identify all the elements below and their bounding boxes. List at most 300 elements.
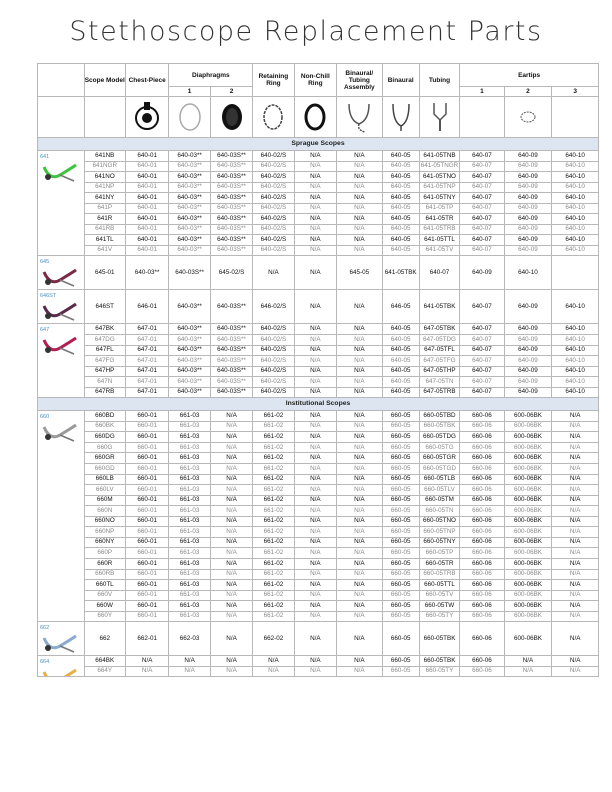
cell-scope-model: 660R: [84, 558, 125, 569]
table-row: [38, 590, 599, 601]
cell-eartip-3: 640-10: [552, 235, 599, 246]
cell-retaining-ring: 661-02: [253, 558, 294, 569]
table-row: [38, 193, 599, 204]
cell-binaural-tubing: N/A: [337, 193, 383, 204]
cell-diaphragm-2: 640-03S**: [210, 387, 252, 398]
cell-tubing: 660-05TN: [419, 506, 459, 517]
cell-tubing: 660-05TG: [419, 442, 459, 453]
cell-retaining-ring: 661-02: [253, 411, 294, 422]
cell-binaural-tubing: N/A: [337, 666, 383, 677]
cell-binaural-tubing: N/A: [337, 537, 383, 548]
table-row: [38, 442, 599, 453]
cell-chest-piece: 660-01: [125, 516, 168, 527]
cell-diaphragm-1: 661-03: [169, 527, 210, 538]
cell-diaphragm-1: 640-03**: [169, 324, 210, 335]
cell-eartip-3: 640-10: [552, 151, 599, 162]
header-diaphragm-2: 2: [210, 87, 252, 97]
table-row: [38, 506, 599, 517]
header-chest-piece: Chest-Piece: [125, 64, 168, 97]
table-row: [38, 411, 599, 422]
cell-eartip-3: [552, 256, 599, 290]
cell-tubing: 660-05TBK: [419, 421, 459, 432]
cell-binaural: 660-05: [382, 656, 419, 667]
cell-chest-piece: 647-01: [125, 377, 168, 388]
cell-scope-model: 660NY: [84, 537, 125, 548]
cell-chest-piece: 647-01: [125, 324, 168, 335]
cell-binaural-tubing: N/A: [337, 548, 383, 559]
cell-scope-model: 660W: [84, 601, 125, 612]
cell-non-chill-ring: N/A: [294, 453, 336, 464]
cell-eartip-2: 640-09: [504, 366, 552, 377]
cell-chest-piece: 640-01: [125, 161, 168, 172]
table-row: [38, 558, 599, 569]
cell-retaining-ring: N/A: [253, 666, 294, 677]
cell-non-chill-ring: N/A: [294, 580, 336, 591]
cell-diaphragm-1: N/A: [169, 666, 210, 677]
table-row: [38, 256, 599, 290]
cell-eartip-2: 640-09: [504, 224, 552, 235]
cell-tubing: 660-05TY: [419, 666, 459, 677]
cell-tubing: 660-05TBD: [419, 411, 459, 422]
cell-diaphragm-1: 640-03**: [169, 203, 210, 214]
cell-scope-model: 647FL: [84, 345, 125, 356]
cell-eartip-3: N/A: [552, 656, 599, 667]
cell-eartip-3: N/A: [552, 464, 599, 475]
header-eartips: Eartips: [460, 64, 599, 87]
icon-blank: [38, 97, 85, 138]
cell-diaphragm-2: 640-03S**: [210, 377, 252, 388]
cell-binaural: 640-05: [382, 182, 419, 193]
diaphragm-icon: [210, 97, 252, 138]
eartip-icon: [504, 97, 552, 138]
cell-retaining-ring: 661-02: [253, 464, 294, 475]
cell-eartip-2: 640-09: [504, 151, 552, 162]
cell-scope-model: 660RB: [84, 569, 125, 580]
cell-eartip-1: 660-06: [460, 666, 505, 677]
cell-eartip-1: 660-06: [460, 411, 505, 422]
cell-binaural: 640-05: [382, 366, 419, 377]
cell-eartip-3: N/A: [552, 474, 599, 485]
cell-binaural-tubing: N/A: [337, 527, 383, 538]
cell-diaphragm-2: N/A: [210, 516, 252, 527]
cell-diaphragm-2: N/A: [210, 656, 252, 667]
cell-eartip-1: 640-09: [460, 256, 505, 290]
cell-eartip-1: 660-06: [460, 548, 505, 559]
cell-eartip-2: 640-10: [504, 256, 552, 290]
non-chill-ring-icon: [294, 97, 336, 138]
table-row: [38, 366, 599, 377]
cell-eartip-2: 600-06BK: [504, 442, 552, 453]
header-binaural-tubing: Binaural/ Tubing Assembly: [337, 64, 383, 97]
cell-binaural: 640-05: [382, 161, 419, 172]
cell-chest-piece: 660-01: [125, 453, 168, 464]
cell-tubing: 641-05TRB: [419, 224, 459, 235]
cell-eartip-2: 600-06BK: [504, 485, 552, 496]
cell-binaural-tubing: 645-05: [337, 256, 383, 290]
cell-binaural: 640-05: [382, 387, 419, 398]
cell-scope-model: 660Y: [84, 611, 125, 622]
cell-eartip-2: 600-06BK: [504, 506, 552, 517]
cell-scope-model: 660DG: [84, 432, 125, 443]
cell-diaphragm-2: 640-03S**: [210, 172, 252, 183]
cell-scope-model: 641NO: [84, 172, 125, 183]
cell-binaural-tubing: N/A: [337, 656, 383, 667]
cell-eartip-1: 660-06: [460, 580, 505, 591]
cell-diaphragm-2: N/A: [210, 421, 252, 432]
header-eartip-3: 3: [552, 87, 599, 97]
cell-tubing: 641-05TNB: [419, 151, 459, 162]
scope-image-label: 647: [40, 327, 50, 334]
cell-retaining-ring: 661-02: [253, 601, 294, 612]
cell-scope-model: 660V: [84, 590, 125, 601]
cell-eartip-1: 640-07: [460, 203, 505, 214]
cell-eartip-1: 660-06: [460, 516, 505, 527]
cell-retaining-ring: 640-02/S: [253, 151, 294, 162]
cell-binaural: 660-05: [382, 442, 419, 453]
cell-diaphragm-1: 640-03**: [169, 172, 210, 183]
cell-retaining-ring: 662-02: [253, 622, 294, 656]
cell-diaphragm-1: 640-03**: [169, 245, 210, 256]
cell-retaining-ring: 640-02/S: [253, 335, 294, 346]
cell-diaphragm-2: N/A: [210, 622, 252, 656]
cell-binaural: 660-05: [382, 485, 419, 496]
cell-retaining-ring: 640-02/S: [253, 161, 294, 172]
cell-eartip-1: 640-07: [460, 182, 505, 193]
cell-tubing: 660-05TR: [419, 558, 459, 569]
cell-scope-model: 660LB: [84, 474, 125, 485]
cell-eartip-3: 640-10: [552, 387, 599, 398]
cell-eartip-1: 660-06: [460, 495, 505, 506]
scope-image-label: 646ST: [40, 293, 57, 300]
cell-eartip-1: 640-07: [460, 193, 505, 204]
cell-chest-piece: 660-01: [125, 485, 168, 496]
cell-chest-piece: 640-01: [125, 245, 168, 256]
cell-non-chill-ring: N/A: [294, 548, 336, 559]
cell-tubing: 660-05TBK: [419, 656, 459, 667]
scope-image-cell: [38, 656, 85, 677]
table-row: [38, 656, 599, 667]
cell-scope-model: 660M: [84, 495, 125, 506]
cell-retaining-ring: N/A: [253, 256, 294, 290]
cell-binaural-tubing: N/A: [337, 442, 383, 453]
icon-blank: [552, 97, 599, 138]
cell-scope-model: 660P: [84, 548, 125, 559]
cell-eartip-2: 640-09: [504, 324, 552, 335]
cell-binaural: 660-05: [382, 421, 419, 432]
cell-binaural: 660-05: [382, 474, 419, 485]
cell-retaining-ring: 640-02/S: [253, 224, 294, 235]
cell-eartip-2: 600-06BK: [504, 453, 552, 464]
table-row: [38, 377, 599, 388]
cell-eartip-1: 640-07: [460, 235, 505, 246]
cell-eartip-3: 640-10: [552, 366, 599, 377]
header-eartip-2: 2: [504, 87, 552, 97]
cell-eartip-1: 640-07: [460, 377, 505, 388]
cell-scope-model: 660NP: [84, 527, 125, 538]
cell-eartip-3: 640-10: [552, 203, 599, 214]
cell-chest-piece: 640-01: [125, 224, 168, 235]
cell-eartip-1: 660-06: [460, 569, 505, 580]
cell-eartip-1: 660-06: [460, 622, 505, 656]
cell-binaural: 640-05: [382, 356, 419, 367]
cell-scope-model: 647BK: [84, 324, 125, 335]
icon-blank: [84, 97, 125, 138]
cell-scope-model: 660GR: [84, 453, 125, 464]
cell-binaural-tubing: N/A: [337, 387, 383, 398]
cell-eartip-2: 600-06BK: [504, 464, 552, 475]
cell-binaural-tubing: N/A: [337, 611, 383, 622]
cell-binaural: 640-05: [382, 203, 419, 214]
cell-eartip-3: N/A: [552, 580, 599, 591]
cell-eartip-3: N/A: [552, 558, 599, 569]
cell-binaural: 646-05: [382, 290, 419, 324]
cell-non-chill-ring: N/A: [294, 601, 336, 612]
cell-diaphragm-1: 661-03: [169, 453, 210, 464]
cell-diaphragm-1: 661-03: [169, 421, 210, 432]
cell-binaural-tubing: N/A: [337, 411, 383, 422]
table-row: [38, 235, 599, 246]
cell-retaining-ring: 646-02/S: [253, 290, 294, 324]
cell-eartip-2: 600-06BK: [504, 495, 552, 506]
cell-non-chill-ring: N/A: [294, 421, 336, 432]
cell-binaural: 660-05: [382, 527, 419, 538]
cell-tubing: 641-05TNO: [419, 172, 459, 183]
cell-eartip-2: 600-06BK: [504, 580, 552, 591]
cell-diaphragm-2: N/A: [210, 580, 252, 591]
table-row: [38, 537, 599, 548]
cell-binaural-tubing: N/A: [337, 506, 383, 517]
header-retaining-ring: Retaining Ring: [253, 64, 294, 97]
cell-non-chill-ring: N/A: [294, 203, 336, 214]
cell-chest-piece: 660-01: [125, 411, 168, 422]
chest-piece-icon: [125, 97, 168, 138]
cell-non-chill-ring: N/A: [294, 182, 336, 193]
cell-eartip-2: 600-06BK: [504, 558, 552, 569]
cell-eartip-2: 640-09: [504, 356, 552, 367]
part-icons-row: [38, 97, 599, 138]
retaining-ring-icon: [253, 97, 294, 138]
scope-image-cell: [38, 256, 85, 290]
cell-non-chill-ring: N/A: [294, 611, 336, 622]
cell-eartip-3: 640-10: [552, 224, 599, 235]
cell-eartip-1: 660-06: [460, 611, 505, 622]
cell-diaphragm-1: 640-03**: [169, 182, 210, 193]
cell-chest-piece: 660-01: [125, 527, 168, 538]
cell-eartip-1: 640-07: [460, 161, 505, 172]
cell-diaphragm-2: 640-03S**: [210, 290, 252, 324]
cell-non-chill-ring: N/A: [294, 485, 336, 496]
cell-eartip-3: 640-10: [552, 245, 599, 256]
cell-non-chill-ring: N/A: [294, 161, 336, 172]
cell-eartip-2: 600-06BK: [504, 421, 552, 432]
header-scope-model: Scope Model: [84, 64, 125, 97]
cell-retaining-ring: 640-02/S: [253, 345, 294, 356]
cell-binaural-tubing: N/A: [337, 182, 383, 193]
cell-eartip-3: N/A: [552, 569, 599, 580]
cell-retaining-ring: 661-02: [253, 611, 294, 622]
cell-eartip-1: 640-07: [460, 224, 505, 235]
cell-diaphragm-2: N/A: [210, 411, 252, 422]
cell-non-chill-ring: N/A: [294, 356, 336, 367]
cell-chest-piece: 647-01: [125, 345, 168, 356]
table-row: [38, 290, 599, 324]
cell-chest-piece: 640-01: [125, 151, 168, 162]
cell-scope-model: 660N: [84, 506, 125, 517]
cell-retaining-ring: 661-02: [253, 421, 294, 432]
cell-eartip-1: 640-07: [460, 245, 505, 256]
cell-diaphragm-2: N/A: [210, 464, 252, 475]
cell-eartip-3: N/A: [552, 516, 599, 527]
cell-scope-model: 641R: [84, 214, 125, 225]
cell-scope-model: 660NO: [84, 516, 125, 527]
table-row: [38, 474, 599, 485]
cell-chest-piece: 640-03**: [125, 256, 168, 290]
table-row: [38, 527, 599, 538]
scope-image-label: 660: [40, 414, 50, 421]
cell-diaphragm-2: 640-03S**: [210, 335, 252, 346]
cell-binaural-tubing: N/A: [337, 335, 383, 346]
cell-eartip-3: N/A: [552, 666, 599, 677]
cell-binaural-tubing: N/A: [337, 345, 383, 356]
cell-chest-piece: 660-01: [125, 590, 168, 601]
cell-retaining-ring: 640-02/S: [253, 356, 294, 367]
cell-binaural: 660-05: [382, 622, 419, 656]
cell-eartip-2: 600-06BK: [504, 548, 552, 559]
stethoscope-icon: [40, 262, 80, 290]
cell-tubing: 641-05TNP: [419, 182, 459, 193]
cell-eartip-2: 600-06BK: [504, 601, 552, 612]
cell-eartip-3: N/A: [552, 442, 599, 453]
scope-image-label: 662: [40, 625, 50, 632]
cell-diaphragm-2: N/A: [210, 485, 252, 496]
stethoscope-icon: [40, 662, 80, 677]
cell-non-chill-ring: N/A: [294, 474, 336, 485]
cell-retaining-ring: 661-02: [253, 580, 294, 591]
cell-chest-piece: 647-01: [125, 356, 168, 367]
cell-retaining-ring: 661-02: [253, 495, 294, 506]
tubing-icon: [419, 97, 459, 138]
cell-eartip-2: 640-09: [504, 290, 552, 324]
cell-eartip-1: 640-07: [460, 324, 505, 335]
cell-scope-model: 641NP: [84, 182, 125, 193]
cell-retaining-ring: 661-02: [253, 537, 294, 548]
cell-non-chill-ring: N/A: [294, 245, 336, 256]
cell-binaural-tubing: N/A: [337, 622, 383, 656]
cell-eartip-3: N/A: [552, 537, 599, 548]
cell-non-chill-ring: N/A: [294, 172, 336, 183]
cell-eartip-2: 640-09: [504, 377, 552, 388]
cell-chest-piece: 647-01: [125, 387, 168, 398]
cell-tubing: 647-05THP: [419, 366, 459, 377]
cell-eartip-1: 660-06: [460, 601, 505, 612]
cell-eartip-1: 660-06: [460, 590, 505, 601]
cell-diaphragm-2: 640-03S**: [210, 224, 252, 235]
cell-binaural-tubing: N/A: [337, 485, 383, 496]
cell-eartip-2: 640-09: [504, 335, 552, 346]
cell-eartip-3: 640-10: [552, 324, 599, 335]
cell-diaphragm-2: 640-03S**: [210, 245, 252, 256]
cell-non-chill-ring: N/A: [294, 256, 336, 290]
cell-diaphragm-2: 645-02/S: [210, 256, 252, 290]
table-row: [38, 601, 599, 612]
cell-non-chill-ring: N/A: [294, 569, 336, 580]
cell-eartip-3: 640-10: [552, 172, 599, 183]
cell-tubing: 660-05TDG: [419, 432, 459, 443]
header-binaural: Binaural: [382, 64, 419, 97]
cell-eartip-2: 600-06BK: [504, 474, 552, 485]
cell-chest-piece: 660-01: [125, 464, 168, 475]
cell-tubing: 641-05TNY: [419, 193, 459, 204]
cell-tubing: 660-05TTL: [419, 580, 459, 591]
cell-retaining-ring: N/A: [253, 656, 294, 667]
cell-diaphragm-2: N/A: [210, 611, 252, 622]
cell-eartip-1: 660-06: [460, 656, 505, 667]
cell-eartip-3: 640-10: [552, 290, 599, 324]
section-header: [38, 138, 599, 151]
table-row: [38, 622, 599, 656]
table-row: [38, 548, 599, 559]
cell-retaining-ring: 640-02/S: [253, 193, 294, 204]
cell-binaural-tubing: N/A: [337, 356, 383, 367]
cell-chest-piece: 640-01: [125, 203, 168, 214]
cell-retaining-ring: 640-02/S: [253, 235, 294, 246]
table-row: [38, 569, 599, 580]
cell-eartip-1: 640-07: [460, 366, 505, 377]
cell-non-chill-ring: N/A: [294, 558, 336, 569]
cell-retaining-ring: 640-02/S: [253, 366, 294, 377]
cell-eartip-3: N/A: [552, 421, 599, 432]
cell-diaphragm-2: N/A: [210, 506, 252, 517]
cell-chest-piece: 660-01: [125, 506, 168, 517]
cell-eartip-3: N/A: [552, 601, 599, 612]
cell-retaining-ring: 640-02/S: [253, 172, 294, 183]
cell-eartip-1: 660-06: [460, 506, 505, 517]
cell-eartip-1: 640-07: [460, 387, 505, 398]
cell-tubing: 641-05TR: [419, 214, 459, 225]
cell-non-chill-ring: N/A: [294, 214, 336, 225]
stethoscope-icon: [40, 330, 80, 364]
cell-scope-model: 660BD: [84, 411, 125, 422]
cell-scope-model: 641NGR: [84, 161, 125, 172]
cell-eartip-3: 640-10: [552, 193, 599, 204]
cell-eartip-2: 600-06BK: [504, 411, 552, 422]
cell-binaural-tubing: N/A: [337, 474, 383, 485]
cell-eartip-1: 660-06: [460, 474, 505, 485]
cell-diaphragm-2: 640-03S**: [210, 151, 252, 162]
cell-chest-piece: 660-01: [125, 580, 168, 591]
cell-tubing: 660-05TGR: [419, 453, 459, 464]
cell-diaphragm-1: 640-03**: [169, 366, 210, 377]
cell-diaphragm-2: N/A: [210, 527, 252, 538]
cell-binaural: 660-05: [382, 548, 419, 559]
cell-binaural: 640-05: [382, 172, 419, 183]
cell-retaining-ring: 661-02: [253, 516, 294, 527]
cell-chest-piece: 660-01: [125, 495, 168, 506]
cell-scope-model: 660TL: [84, 580, 125, 591]
cell-scope-model: 646ST: [84, 290, 125, 324]
cell-non-chill-ring: N/A: [294, 411, 336, 422]
cell-tubing: 660-05TM: [419, 495, 459, 506]
cell-diaphragm-1: 661-03: [169, 537, 210, 548]
cell-diaphragm-1: 640-03**: [169, 377, 210, 388]
header-non-chill-ring: Non-Chill Ring: [294, 64, 336, 97]
cell-diaphragm-2: N/A: [210, 432, 252, 443]
scope-image-cell: [38, 324, 85, 398]
cell-tubing: 660-05TBK: [419, 622, 459, 656]
cell-diaphragm-2: 640-03S**: [210, 203, 252, 214]
cell-binaural-tubing: N/A: [337, 601, 383, 612]
cell-binaural: 660-05: [382, 590, 419, 601]
